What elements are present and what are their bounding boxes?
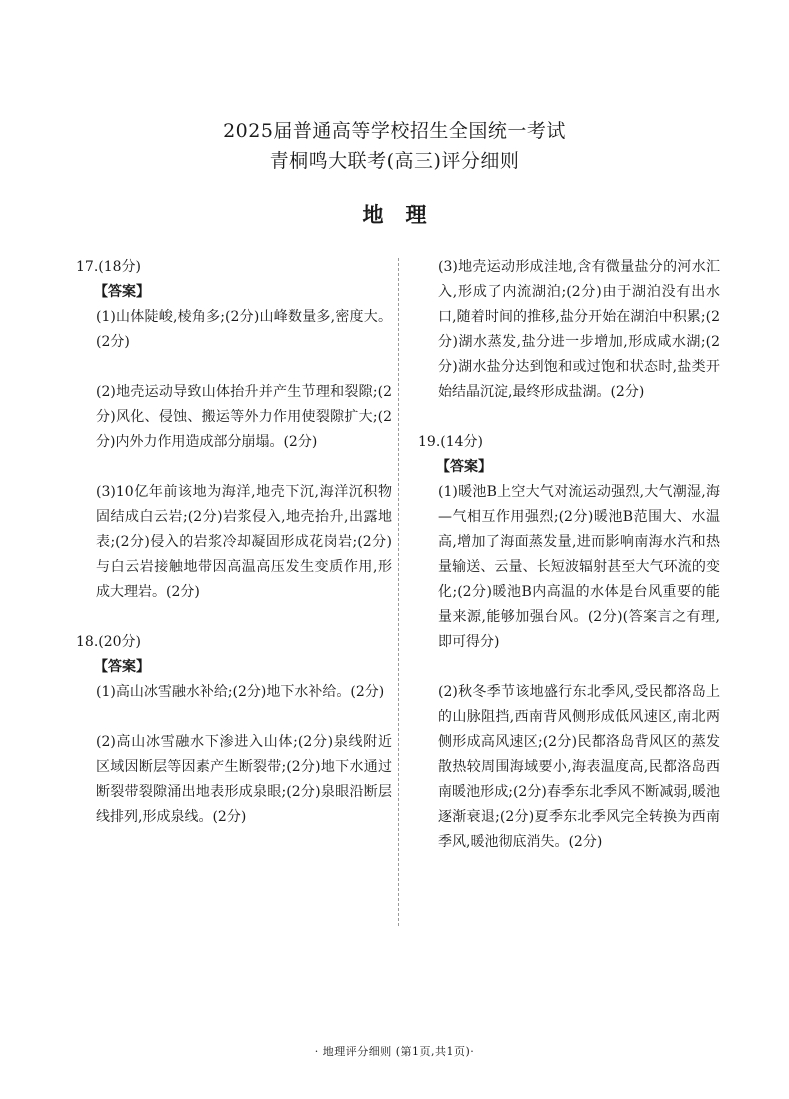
left-column	[76, 255, 392, 855]
question-19-answer-tag: 【答案】	[436, 459, 492, 475]
question-19-part1: (1)暖池B上空大气对流运动强烈,大气潮湿,海—气相互作用强烈;(2分)暖池B范围大、水温高,增加了海面蒸发量,进而影响南海水汽和热量输送、云量、长短波辐射甚至大气环流的变化;(2分)暖池B内高温的水体是台风重要的能量来源,能够加强台风。(2分)(答案言之有理,即可得分)	[438, 484, 720, 650]
question-17-part2: (2)地壳运动导致山体抬升并产生节理和裂隙;(2分)风化、侵蚀、搬运等外力作用使裂隙扩大;(2分)内外力作用造成部分崩塌。(2分)	[96, 384, 392, 450]
question-19-part2: (2)秋冬季节该地盛行东北季风,受民都洛岛上的山脉阻挡,西南背风侧形成低风速区,南北两侧形成高风速区;(2分)民都洛岛背风区的蒸发散热较周围海域要小,海表温度高,民都洛岛西南暖池形成;(2分)春季东北季风不断减弱,暖池逐渐衰退;(2分)夏季东北季风完全转换为西南季风,暖池彻底消失。(2分)	[438, 684, 720, 850]
question-18-part2: (2)高山冰雪融水下渗进入山体;(2分)泉线附近区域因断层等因素产生断裂带;(2分)地下水通过断裂带裂隙涌出地表形成泉眼;(2分)泉眼沿断层线排列,形成泉线。(2分)	[96, 734, 392, 825]
question-17-heading: 17.(18分)	[76, 259, 142, 275]
question-18-part1: (1)高山冰雪融水补给;(2分)地下水补给。(2分)	[96, 684, 385, 700]
question-18-part3: (3)地壳运动形成洼地,含有微量盐分的河水汇入,形成了内流湖泊;(2分)由于湖泊没有出水口,随着时间的推移,盐分开始在湖泊中积累;(2分)湖水蒸发,盐分进一步增加,形成咸水湖;(2分)湖水盐分达到饱和或过饱和状态时,盐类开始结晶沉淀,最终形成盐湖。(2分)	[438, 259, 720, 400]
subject-title: 地理	[362, 203, 449, 227]
question-19-heading: 19.(14分)	[418, 434, 484, 450]
question-17-part3: (3)10亿年前该地为海洋,地壳下沉,海洋沉积物固结成白云岩;(2分)岩浆侵入,地壳抬升,出露地表;(2分)侵入的岩浆冷却凝固形成花岗岩;(2分)与白云岩接触地带因高温高压发生变质作用,形成大理岩。(2分)	[96, 484, 392, 600]
question-17-part1: (1)山体陡峻,棱角多;(2分)山峰数量多,密度大。(2分)	[96, 309, 392, 350]
question-17-answer-tag: 【答案】	[94, 284, 150, 300]
question-18-heading: 18.(20分)	[76, 634, 142, 650]
exam-title-line2: 青桐鸣大联考(高三)评分细则	[269, 150, 520, 172]
column-divider	[398, 258, 399, 926]
right-column	[418, 255, 720, 880]
page-footer: · 地理评分细则 (第1页,共1页)·	[314, 1045, 475, 1058]
question-18-answer-tag: 【答案】	[94, 659, 150, 675]
exam-title-line1: 2025届普通高等学校招生全国统一考试	[223, 120, 566, 142]
